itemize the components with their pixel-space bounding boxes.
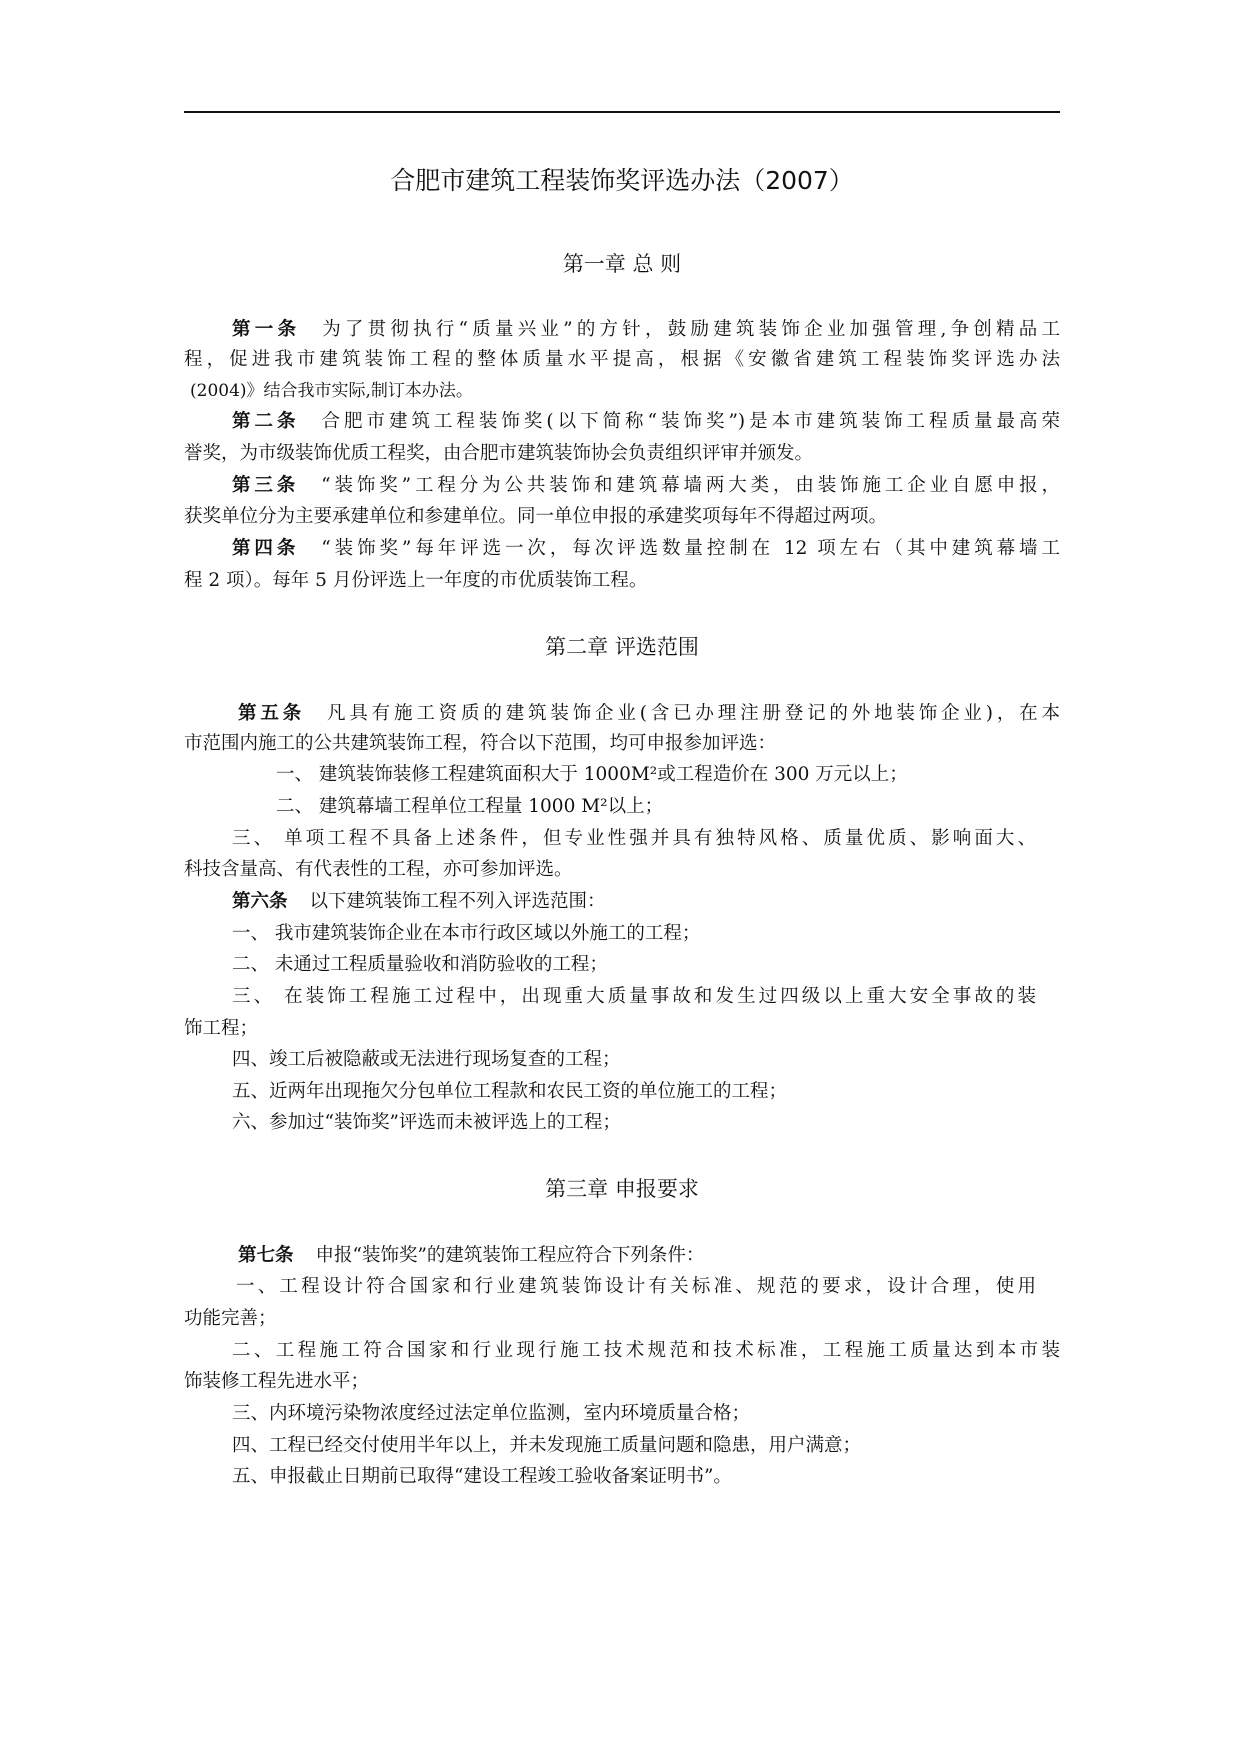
article-label: 第七条 bbox=[238, 1245, 294, 1266]
list-item: 四、工程已经交付使用半年以上，并未发现施工质量问题和隐患，用户满意； bbox=[232, 1435, 862, 1456]
article-7-line: 第七条 申报“装饰奖”的建筑装饰工程应符合下列条件： bbox=[238, 1245, 705, 1266]
list-item: 一、工程设计符合国家和行业建筑装饰设计有关标准、规范的要求，设计合理，使用 bbox=[236, 1276, 1036, 1297]
list-item: 二、工程施工符合国家和行业现行施工技术规范和技术标准，工程施工质量达到本市装 bbox=[232, 1340, 1060, 1361]
article-3-line: 第三条 “装饰奖”工程分为公共装饰和建筑幕墙两大类，由装饰施工企业自愿申报， bbox=[232, 475, 1060, 496]
chapter-1-heading: 第一章 总 则 bbox=[562, 252, 682, 276]
text-line: 科技含量高、有代表性的工程，亦可参加评选。 bbox=[184, 859, 573, 880]
article-5-line: 第五条 凡具有施工资质的建筑装饰企业(含已办理注册登记的外地装饰企业)，在本 bbox=[238, 703, 1060, 724]
document-title: 合肥市建筑工程装饰奖评选办法（2007） bbox=[390, 166, 854, 195]
article-label: 第二条 bbox=[232, 411, 300, 432]
text-line: 程 2 项）。每年 5 月份评选上一年度的市优质装饰工程。 bbox=[184, 570, 648, 591]
list-item: 一、 建筑装饰装修工程建筑面积大于 1000M²或工程造价在 300 万元以上； bbox=[276, 764, 908, 785]
article-label: 第四条 bbox=[232, 538, 300, 559]
article-4-line: 第四条 “装饰奖”每年评选一次，每次评选数量控制在 12 项左右（其中建筑幕墙工 bbox=[232, 538, 1060, 559]
list-item: 五、申报截止日期前已取得“建设工程竣工验收备案证明书”。 bbox=[232, 1466, 732, 1487]
article-2-line: 第二条 合肥市建筑工程装饰奖(以下简称“装饰奖”)是本市建筑装饰工程质量最高荣 bbox=[232, 411, 1060, 432]
text-line: 获奖单位分为主要承建单位和参建单位。同一单位申报的承建奖项每年不得超过两项。 bbox=[184, 506, 888, 527]
list-item: 一、 我市建筑装饰企业在本市行政区域以外施工的工程； bbox=[232, 923, 701, 944]
article-label: 第六条 bbox=[232, 891, 288, 912]
list-item: 二、 未通过工程质量验收和消防验收的工程； bbox=[232, 954, 608, 975]
article-label: 第一条 bbox=[232, 319, 301, 340]
text-line: 饰装修工程先进水平； bbox=[184, 1371, 370, 1392]
article-label: 第五条 bbox=[238, 703, 306, 724]
text-line: 市范围内施工的公共建筑装饰工程，符合以下范围，均可申报参加评选： bbox=[184, 733, 777, 754]
article-label: 第三条 bbox=[232, 475, 300, 496]
list-item: 六、参加过“装饰奖”评选而未被评选上的工程； bbox=[232, 1112, 621, 1133]
chapter-2-heading: 第二章 评选范围 bbox=[545, 635, 699, 659]
top-rule bbox=[184, 111, 1060, 113]
list-item: 二、 建筑幕墙工程单位工程量 1000 M²以上； bbox=[276, 796, 664, 817]
list-item: 五、近两年出现拖欠分包单位工程款和农民工资的单位施工的工程； bbox=[232, 1081, 788, 1102]
text-line: (2004)》结合我市实际,制订本办法。 bbox=[190, 381, 473, 401]
text-line: 功能完善； bbox=[184, 1308, 277, 1329]
text-line: 誉奖，为市级装饰优质工程奖，由合肥市建筑装饰协会负责组织评审并颁发。 bbox=[184, 443, 814, 464]
list-item: 三、 单项工程不具备上述条件，但专业性强并具有独特风格、质量优质、影响面大、 bbox=[232, 828, 1036, 849]
list-item: 三、 在装饰工程施工过程中，出现重大质量事故和发生过四级以上重大安全事故的装 bbox=[232, 986, 1036, 1007]
list-item: 四、竣工后被隐蔽或无法进行现场复查的工程； bbox=[232, 1049, 621, 1070]
article-1-line: 第一条 为了贯彻执行“质量兴业”的方针，鼓励建筑装饰企业加强管理,争创精品工 bbox=[232, 319, 1060, 340]
article-6-line: 第六条 以下建筑装饰工程不列入评选范围： bbox=[232, 891, 606, 912]
chapter-3-heading: 第三章 申报要求 bbox=[545, 1177, 699, 1201]
text-line: 饰工程； bbox=[184, 1018, 259, 1039]
text-line: 程，促进我市建筑装饰工程的整体质量水平提高，根据《安徽省建筑工程装饰奖评选办法 bbox=[184, 349, 1060, 370]
list-item: 三、内环境污染物浓度经过法定单位监测，室内环境质量合格； bbox=[232, 1403, 751, 1424]
